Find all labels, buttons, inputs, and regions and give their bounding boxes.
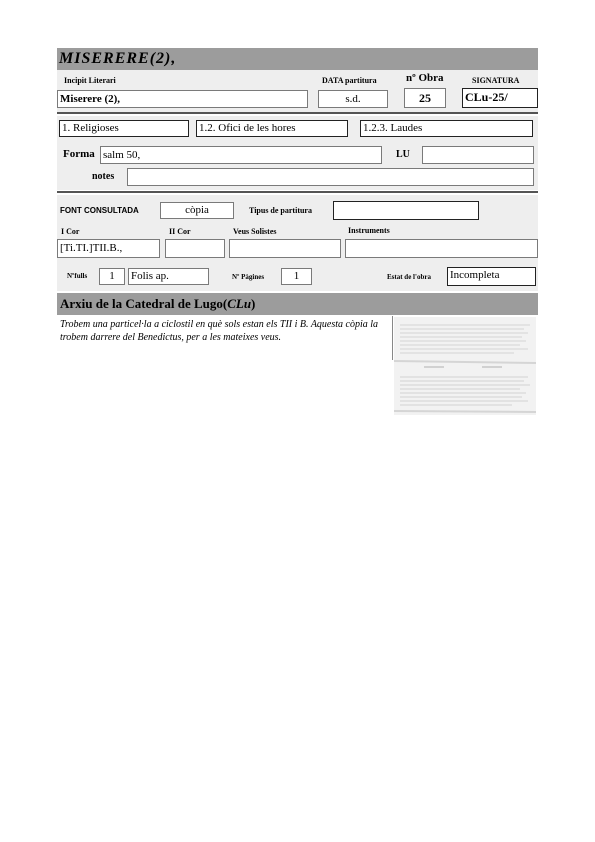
data-label: DATA partitura [322,76,377,85]
veus-field[interactable] [229,239,341,258]
divider-2 [57,191,538,193]
work-title: MISERERE(2), [59,50,177,67]
archive-name-text: Arxiu de la Catedral de Lugo( [60,296,228,311]
notes-label: notes [92,171,115,182]
npagines-label: Nº Pàgines [232,273,265,281]
forma-label: Forma [63,148,95,160]
tipus-label: Tipus de partitura [249,206,312,215]
lu-label: LU [396,149,410,160]
archive-close: ) [251,296,256,311]
nfulls-field[interactable]: 1 [99,268,125,285]
instruments-label: Instruments [348,226,390,235]
npagines-field[interactable]: 1 [281,268,312,285]
nobra-label: nº Obra [406,72,444,84]
signatura-field[interactable]: CLu-25/ [462,88,538,108]
font-label: FONT CONSULTADA [60,206,139,215]
font-field[interactable]: còpia [160,202,234,219]
archive-name [60,293,255,315]
icor-field[interactable]: [Ti.TI.]TII.B., [57,239,160,258]
forma-field[interactable]: salm 50, [100,146,382,164]
score-thumbnail-image [394,317,536,415]
divider-1 [57,112,538,114]
note-divider [392,316,393,360]
category-field-2[interactable]: 1.2. Ofici de les hores [196,120,348,137]
nfulls-label: Nºfulls [67,272,88,280]
category-field-3[interactable]: 1.2.3. Laudes [360,120,533,137]
tipus-field[interactable] [333,201,479,220]
archive-note: Trobem una particel·la a ciclostil en què sols estan els TII i B. Aquesta còpia la trobem darrere del Benedictus, per a les mateixes veus. [60,319,379,343]
veus-label: Veus Solistes [233,227,277,236]
category-field-1[interactable]: 1. Religioses [59,120,189,137]
nobra-field[interactable]: 25 [404,88,446,108]
estat-field[interactable]: Incompleta [447,267,536,286]
incipit-field[interactable]: Miserere (2), [57,90,308,108]
instruments-field[interactable] [345,239,538,258]
score-thumbnail-drawing [394,317,536,415]
folis-field[interactable]: Folis ap. [128,268,209,285]
notes-field[interactable] [127,168,534,186]
icor-label: I Cor [61,227,80,236]
iicor-label: II Cor [169,227,191,236]
incipit-label: Incipit Literari [64,76,116,85]
estat-label: Estat de l'obra [387,273,431,281]
signatura-label: SIGNATURA [472,76,520,85]
iicor-field[interactable] [165,239,225,258]
lu-field[interactable] [422,146,534,164]
archive-code: CLu [227,296,252,311]
data-field[interactable]: s.d. [318,90,388,108]
